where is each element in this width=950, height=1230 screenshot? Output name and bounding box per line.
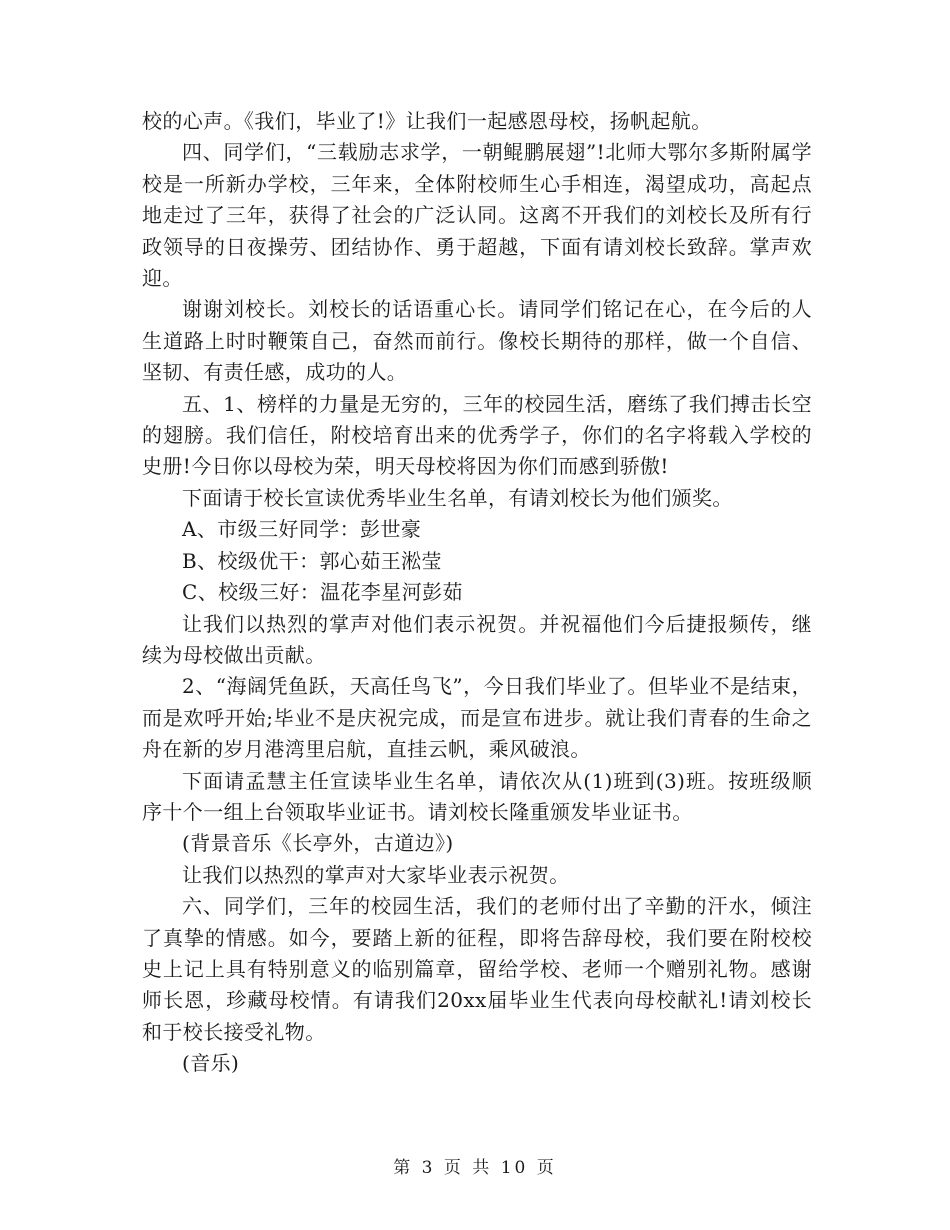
paragraph: 谢谢刘校长。刘校长的话语重心长。请同学们铭记在心，在今后的人生道路上时时鞭策自己，奋然而前行。像校长期待的那样，做一个自信、坚韧、有责任感，成功的人。	[142, 297, 812, 385]
paragraph: 五、1、榜样的力量是无穷的，三年的校园生活，磨练了我们搏击长空的翅膀。我们信任，附校培育出来的优秀学子，你们的名字将载入学校的史册!今日你以母校为荣，明天母校将因为你们而感到骄傲!	[142, 391, 812, 479]
paragraph: 下面请于校长宣读优秀毕业生名单，有请刘校长为他们颁奖。	[182, 485, 733, 510]
paragraph: 校的心声。《我们，毕业了!》让我们一起感恩母校，扬帆起航。	[142, 109, 712, 133]
paragraph: 2、“海阔凭鱼跃，天高任鸟飞”，今日我们毕业了。但毕业不是结束，而是欢呼开始;毕业不是庆祝完成，而是宣布进步。就让我们青春的生命之舟在新的岁月港湾里启航，直挂云帆，乘风破浪。	[142, 674, 812, 762]
body-text	[142, 106, 812, 1080]
paragraph: (背景音乐《长亭外，古道边》)	[182, 831, 454, 856]
paragraph: (音乐)	[182, 1051, 240, 1076]
paragraph: 让我们以热烈的掌声对大家毕业表示祝贺。	[182, 862, 570, 887]
list-item: A、市级三好同学：彭世豪	[182, 517, 422, 542]
paragraph: 四、同学们，“三载励志求学，一朝鲲鹏展翅”!北师大鄂尔多斯附属学校是一所新办学校，三年来，全体附校师生心手相连，渴望成功，高起点地走过了三年，获得了社会的广泛认同。这离不开我们的刘校长及所有行政领导的日夜操劳、团结协作、勇于超越，下面有请刘校长致辞。掌声欢迎。	[142, 140, 812, 291]
page-footer: 第 3 页 共 10 页	[393, 1158, 557, 1178]
paragraph: 六、同学们，三年的校园生活，我们的老师付出了辛勤的汗水，倾注了真挚的情感。如今，要踏上新的征程，即将告辞母校，我们要在附校校史上记上具有特别意义的临别篇章，留给学校、老师一个赠别礼物。感谢师长恩，珍藏母校情。有请我们20xx届毕业生代表向母校献礼!请刘校长和于校长接受礼物。	[142, 894, 812, 1044]
list-item: C、校级三好：温花李星河彭茹	[182, 580, 463, 605]
paragraph: 下面请孟慧主任宣读毕业生名单，请依次从(1)班到(3)班。按班级顺序十个一组上台领取毕业证书。请刘校长隆重颁发毕业证书。	[142, 768, 812, 824]
list-item: B、校级优干：郭心茹王淞莹	[182, 548, 442, 573]
paragraph: 让我们以热烈的掌声对他们表示祝贺。并祝福他们今后捷报频传，继续为母校做出贡献。	[142, 611, 812, 667]
